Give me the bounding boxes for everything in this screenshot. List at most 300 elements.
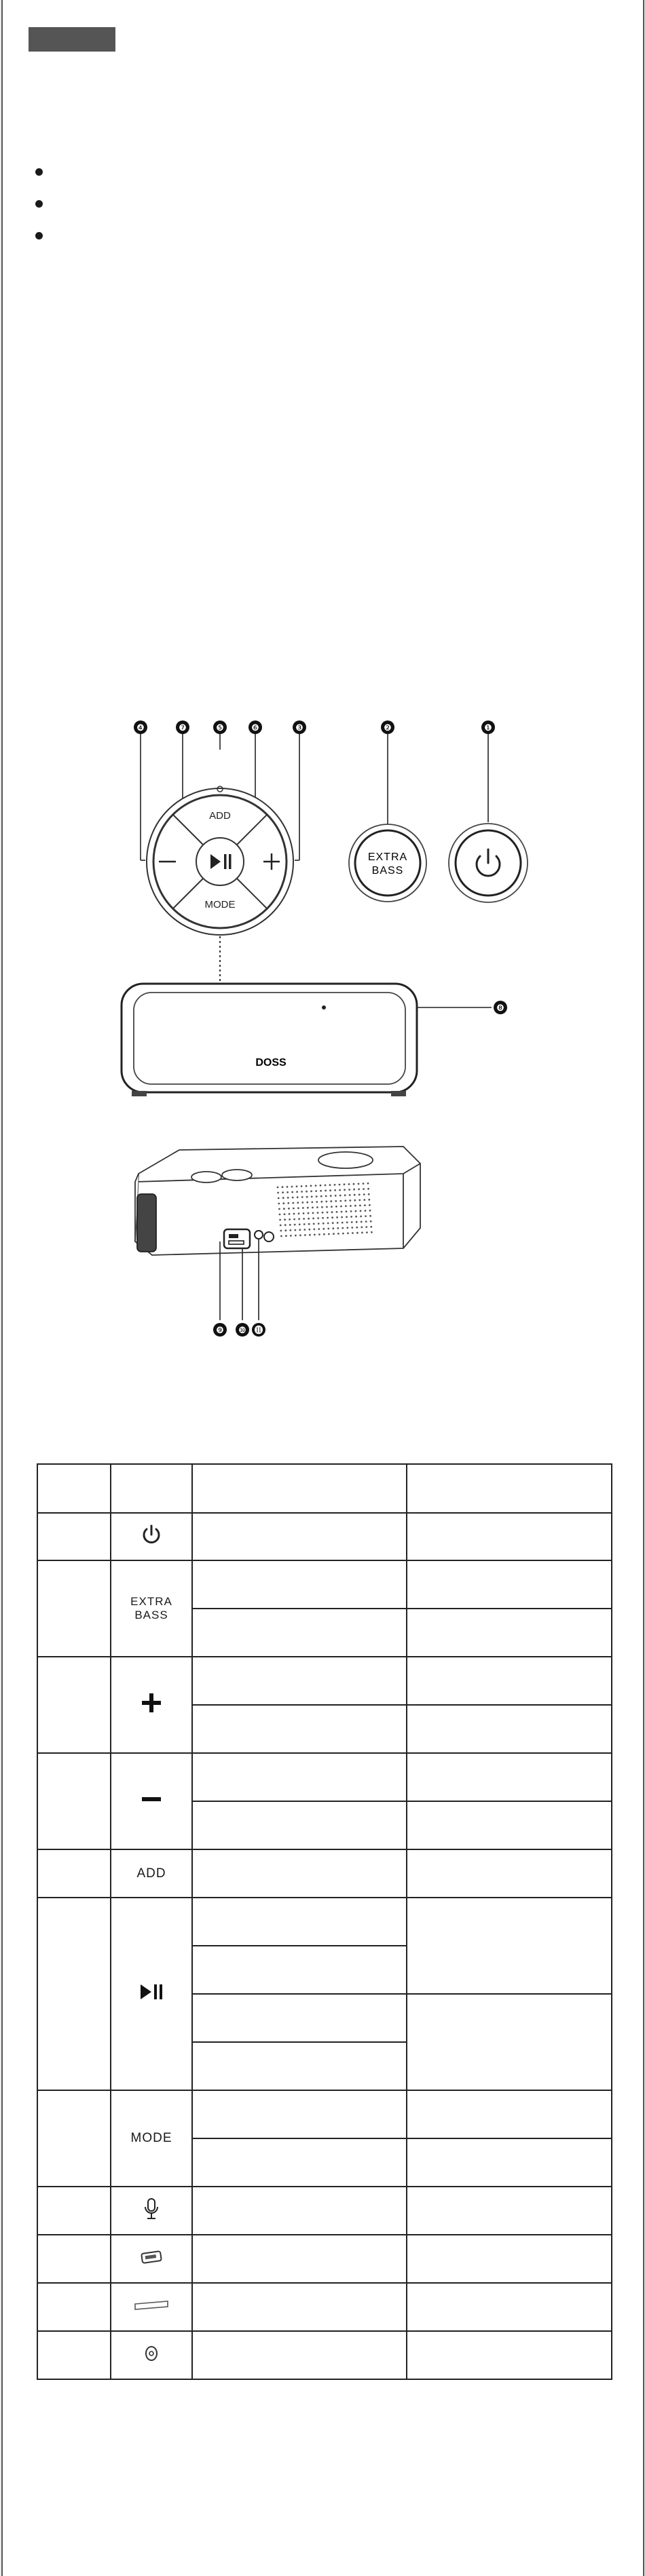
grille-dot [358, 1199, 361, 1202]
grille-dot [350, 1210, 352, 1212]
table-cell [37, 1657, 111, 1753]
table-cell [37, 2235, 111, 2283]
grille-dot [331, 1216, 333, 1218]
table-cell [407, 2138, 612, 2187]
table-cell [192, 2187, 407, 2235]
table-cell [407, 2283, 612, 2331]
grille-dot [322, 1228, 325, 1230]
grille-dot [353, 1183, 355, 1185]
grille-dot [335, 1195, 337, 1197]
grille-dot [363, 1193, 365, 1195]
grille-dot [298, 1212, 300, 1214]
grille-dot [356, 1221, 358, 1223]
grille-dot [279, 1219, 281, 1221]
grille-dot [299, 1229, 301, 1231]
grille-dot [327, 1212, 329, 1214]
grille-dot [369, 1204, 371, 1206]
grille-dot [291, 1191, 293, 1193]
table-cell [407, 1657, 612, 1705]
extra-bass-button-diagram [349, 824, 426, 902]
table-cell [192, 1994, 407, 2042]
grille-dot [294, 1224, 296, 1226]
grille-dot [287, 1197, 289, 1199]
grille-dot [348, 1183, 350, 1185]
grille-dot [354, 1199, 356, 1202]
grille-dot [353, 1189, 355, 1191]
grille-dot [301, 1185, 303, 1187]
table-cell [192, 1898, 407, 1946]
grille-dot [320, 1185, 322, 1187]
grille-dot [306, 1202, 308, 1204]
grille-dot [342, 1227, 344, 1229]
grille-dot [318, 1233, 320, 1235]
table-row [37, 2187, 612, 2235]
grille-dot [348, 1189, 350, 1191]
grille-dot [327, 1217, 329, 1219]
mode-label-cell: MODE [111, 2090, 192, 2187]
grille-dot [316, 1206, 318, 1208]
table-cell [192, 2138, 407, 2187]
table-cell [407, 2187, 612, 2235]
extra-bass-line2: BASS [371, 865, 404, 877]
grille-dot [341, 1211, 343, 1213]
grille-dot [337, 1222, 339, 1224]
grille-dot [329, 1189, 331, 1191]
grille-dot [301, 1202, 303, 1204]
grille-dot [287, 1186, 289, 1188]
grille-dot [306, 1196, 308, 1198]
grille-dot [320, 1201, 322, 1203]
minus-icon [111, 1753, 192, 1849]
grille-dot [336, 1211, 338, 1213]
grille-dot [280, 1235, 282, 1237]
table-row [37, 1898, 612, 1946]
table-cell [192, 1464, 407, 1513]
table-cell [37, 2090, 111, 2187]
table-cell [407, 1849, 612, 1898]
grille-dot [342, 1222, 344, 1224]
grille-dot [297, 1202, 299, 1204]
grille-dot [297, 1207, 299, 1209]
grille-dot [301, 1196, 303, 1198]
usb-port-icon [111, 2235, 192, 2283]
grille-dot [367, 1183, 369, 1185]
table-cell [37, 1464, 111, 1513]
grille-dot [278, 1197, 280, 1199]
grille-dot [301, 1191, 303, 1193]
bullet [35, 168, 43, 176]
grille-dot [337, 1233, 339, 1235]
grille-dot [371, 1231, 373, 1233]
grille-dot [367, 1188, 369, 1190]
grille-dot [303, 1212, 305, 1214]
extra-bass-cell [111, 1560, 192, 1657]
grille-dot [360, 1216, 362, 1218]
grille-dot [316, 1201, 318, 1203]
grille-dot [331, 1206, 333, 1208]
grille-dot [368, 1193, 370, 1195]
grille-dot [346, 1210, 348, 1212]
table-cell [37, 2331, 111, 2379]
grille-dot [282, 1191, 284, 1193]
grille-dot [322, 1217, 324, 1219]
table-cell [407, 1994, 612, 2090]
grille-dot [311, 1202, 313, 1204]
grille-dot [289, 1229, 291, 1231]
grille-dot [337, 1227, 339, 1229]
grille-dot [280, 1225, 282, 1227]
grille-dot [308, 1212, 310, 1214]
grille-dot [308, 1223, 310, 1225]
grille-dot [308, 1218, 310, 1220]
card-slot-icon [111, 2283, 192, 2331]
grille-dot [303, 1229, 306, 1231]
callout-7: ❼ [179, 723, 187, 733]
extra-bass-line1: EXTRA [367, 851, 408, 863]
grille-dot [306, 1191, 308, 1193]
grille-dot [320, 1190, 322, 1192]
grille-dot [344, 1199, 346, 1202]
table-cell [37, 1513, 111, 1560]
manual-page [1, 0, 644, 2576]
table-cell [192, 2235, 407, 2283]
grille-dot [339, 1184, 341, 1186]
grille-dot [349, 1194, 351, 1196]
grille-dot [315, 1190, 317, 1192]
grille-dot [315, 1185, 317, 1187]
table-cell [192, 1849, 407, 1898]
grille-dot [359, 1205, 361, 1207]
grille-dot [344, 1194, 346, 1196]
table-cell [407, 2090, 612, 2138]
grille-dot [291, 1186, 293, 1188]
grille-dot [328, 1233, 330, 1235]
grille-dot [322, 1223, 325, 1225]
callout-3: ❸ [295, 723, 303, 733]
add-label-cell: ADD [111, 1849, 192, 1898]
controls-table [37, 1463, 612, 2380]
grille-dot [311, 1196, 313, 1198]
table-cell [192, 1801, 407, 1849]
grille-dot [363, 1188, 365, 1190]
grille-dot [346, 1221, 348, 1223]
grille-dot [303, 1218, 305, 1220]
grille-dot [318, 1228, 320, 1230]
grille-dot [366, 1231, 368, 1233]
table-cell [192, 1705, 407, 1753]
grille-dot [339, 1189, 341, 1191]
table-cell [407, 1705, 612, 1753]
table-cell [407, 1513, 612, 1560]
grille-dot [326, 1206, 328, 1208]
grille-dot [358, 1194, 361, 1196]
table-row [37, 1849, 612, 1898]
table-cell [407, 1560, 612, 1609]
grille-dot [280, 1230, 282, 1232]
grille-dot [314, 1234, 316, 1236]
grille-dot [349, 1199, 351, 1202]
microphone-icon [111, 2187, 192, 2235]
table-cell [111, 1464, 192, 1513]
callout-2: ❷ [384, 723, 392, 733]
grille-dot [356, 1232, 358, 1234]
callout-9: ❾ [216, 1325, 224, 1335]
grille-dot [334, 1184, 336, 1186]
grille-dot [358, 1183, 360, 1185]
table-row [37, 1657, 612, 1705]
grille-dot [344, 1183, 346, 1185]
grille-dot [310, 1185, 312, 1187]
grille-dot [323, 1233, 325, 1235]
grille-dot [355, 1210, 357, 1212]
grille-dot [283, 1208, 285, 1210]
grille-dot [279, 1214, 281, 1216]
grille-dot [355, 1216, 357, 1218]
grille-dot [325, 1201, 327, 1203]
speaker-side-view [135, 1147, 420, 1255]
grille-dot [354, 1205, 356, 1207]
aux-port-icon [111, 2331, 192, 2379]
control-dial [147, 786, 293, 935]
grille-dot [325, 1195, 327, 1197]
grille-dot [356, 1227, 358, 1229]
table-cell [192, 2090, 407, 2138]
grille-dot [369, 1215, 371, 1217]
brand-logo: DOSS [255, 1057, 287, 1069]
grille-dot [347, 1232, 349, 1234]
grille-dot [302, 1207, 304, 1209]
grille-dot [365, 1215, 367, 1217]
grille-dot [346, 1227, 348, 1229]
grille-dot [368, 1199, 370, 1201]
callout-8: ❽ [496, 1003, 504, 1013]
grille-dot [287, 1202, 289, 1204]
table-row [37, 1513, 612, 1560]
grille-dot [339, 1195, 342, 1197]
grille-dot [329, 1184, 331, 1186]
table-cell [407, 1609, 612, 1657]
table-cell [192, 2331, 407, 2379]
extra-bass-line2: BASS [134, 1609, 168, 1621]
grille-dot [317, 1217, 319, 1219]
grille-dot [313, 1229, 315, 1231]
grille-dot [292, 1197, 294, 1199]
grille-dot [277, 1192, 279, 1194]
grille-dot [341, 1216, 343, 1218]
grille-dot [335, 1200, 337, 1202]
grille-dot [285, 1235, 287, 1237]
table-cell [407, 1753, 612, 1801]
grille-dot [318, 1223, 320, 1225]
grille-dot [278, 1208, 280, 1210]
table-row [37, 2331, 612, 2379]
grille-dot [321, 1206, 323, 1208]
grille-dot [297, 1196, 299, 1198]
table-cell [407, 2331, 612, 2379]
table-cell [37, 1849, 111, 1898]
grille-dot [317, 1212, 319, 1214]
grille-dot [316, 1195, 318, 1197]
table-row [37, 1464, 612, 1513]
grille-dot [289, 1213, 291, 1215]
grille-dot [284, 1213, 286, 1215]
header-bar [29, 27, 115, 52]
table-cell [37, 1898, 111, 2090]
grille-dot [327, 1223, 329, 1225]
grille-dot [313, 1223, 315, 1225]
table-cell [192, 1560, 407, 1609]
grille-dot [295, 1235, 297, 1237]
grille-dot [299, 1223, 301, 1225]
table-cell [192, 1946, 407, 1994]
grille-dot [284, 1229, 287, 1231]
grille-dot [370, 1226, 372, 1228]
power-button-diagram [449, 824, 528, 902]
grille-dot [293, 1213, 295, 1215]
callout-10: ❿ [238, 1325, 246, 1335]
grille-dot [346, 1216, 348, 1218]
grille-dot [309, 1234, 311, 1236]
grille-dot [369, 1210, 371, 1212]
table-cell [407, 1898, 612, 1994]
grille-dot [294, 1229, 296, 1231]
table-cell [192, 1753, 407, 1801]
grille-dot [310, 1191, 312, 1193]
grille-dot [277, 1187, 279, 1189]
grille-dot [363, 1183, 365, 1185]
grille-dot [342, 1233, 344, 1235]
grille-dot [330, 1200, 332, 1202]
grille-dot [298, 1218, 300, 1220]
table-cell [37, 1753, 111, 1849]
bullet [35, 200, 43, 208]
grille-dot [308, 1229, 310, 1231]
grille-dot [312, 1212, 314, 1214]
grille-dot [351, 1221, 353, 1223]
grille-dot [312, 1218, 314, 1220]
table-cell [407, 2235, 612, 2283]
callout-5: ❺ [216, 723, 224, 733]
callout-1: ❶ [484, 723, 492, 733]
grille-dot [340, 1206, 342, 1208]
table-cell [192, 2283, 407, 2331]
grille-dot [344, 1189, 346, 1191]
grille-dot [330, 1195, 332, 1197]
grille-dot [307, 1207, 309, 1209]
grille-dot [350, 1205, 352, 1207]
grille-dot [282, 1202, 284, 1204]
grille-dot [325, 1190, 327, 1192]
grille-dot [296, 1191, 298, 1193]
grille-dot [332, 1222, 334, 1224]
callout-6: ❻ [251, 723, 259, 733]
grille-dot [351, 1227, 353, 1229]
grille-dot [361, 1227, 363, 1229]
grille-dot [354, 1194, 356, 1196]
table-cell [192, 1609, 407, 1657]
grille-dot [335, 1206, 337, 1208]
grille-dot [284, 1224, 287, 1226]
grille-dot [290, 1235, 292, 1237]
plus-icon [111, 1657, 192, 1753]
grille-dot [282, 1197, 284, 1199]
table-cell [37, 1560, 111, 1657]
grille-dot [320, 1195, 322, 1197]
grille-dot [339, 1200, 342, 1202]
grille-dot [365, 1220, 367, 1223]
grille-dot [358, 1189, 360, 1191]
extra-bass-line1: EXTRA [130, 1595, 172, 1608]
bullet [35, 232, 43, 239]
table-row [37, 1753, 612, 1801]
grille-dot [293, 1208, 295, 1210]
grille-dot [322, 1212, 324, 1214]
grille-dot [350, 1216, 352, 1218]
grille-dot [288, 1208, 290, 1210]
callout-4: ❹ [136, 723, 145, 733]
grille-dot [331, 1211, 333, 1213]
grille-dot [363, 1199, 365, 1201]
speaker-diagram [3, 699, 643, 1377]
grille-dot [296, 1185, 298, 1187]
grille-dot [345, 1205, 347, 1207]
grille-dot [289, 1218, 291, 1220]
table-cell [192, 1513, 407, 1560]
grille-dot [334, 1189, 336, 1191]
table-cell [192, 2042, 407, 2090]
callout-11: ⓫ [254, 1325, 263, 1335]
grille-dot [370, 1220, 372, 1223]
grille-dot [282, 1186, 284, 1188]
grille-dot [336, 1216, 338, 1218]
grille-dot [287, 1191, 289, 1193]
grille-dot [365, 1226, 367, 1228]
grille-dot [361, 1232, 363, 1234]
grille-dot [292, 1202, 294, 1204]
table-cell [407, 1801, 612, 1849]
grille-dot [352, 1232, 354, 1234]
speaker-front [122, 984, 417, 1096]
grille-dot [303, 1223, 306, 1225]
play-pause-icon [111, 1898, 192, 2090]
table-cell [192, 1657, 407, 1705]
grille-dot [365, 1210, 367, 1212]
grille-dot [289, 1224, 291, 1226]
grille-dot [312, 1207, 314, 1209]
table-row [37, 2090, 612, 2138]
grille-dot [304, 1234, 306, 1236]
grille-dot [284, 1218, 286, 1220]
grille-dot [306, 1185, 308, 1187]
table-row [37, 1560, 612, 1609]
grille-dot [327, 1228, 329, 1230]
bullet-list [35, 168, 43, 264]
mode-label: MODE [204, 899, 236, 910]
table-cell [407, 1464, 612, 1513]
table-row [37, 2283, 612, 2331]
grille-dot [332, 1227, 334, 1229]
grille-dot [293, 1218, 295, 1220]
table-row [37, 2235, 612, 2283]
add-label: ADD [209, 810, 231, 822]
grille-dot [325, 1185, 327, 1187]
table-cell [37, 2187, 111, 2235]
grille-dot [360, 1210, 362, 1212]
grille-dot [333, 1233, 335, 1235]
grille-dot [364, 1204, 366, 1206]
table-cell [37, 2283, 111, 2331]
grille-dot [299, 1234, 301, 1236]
